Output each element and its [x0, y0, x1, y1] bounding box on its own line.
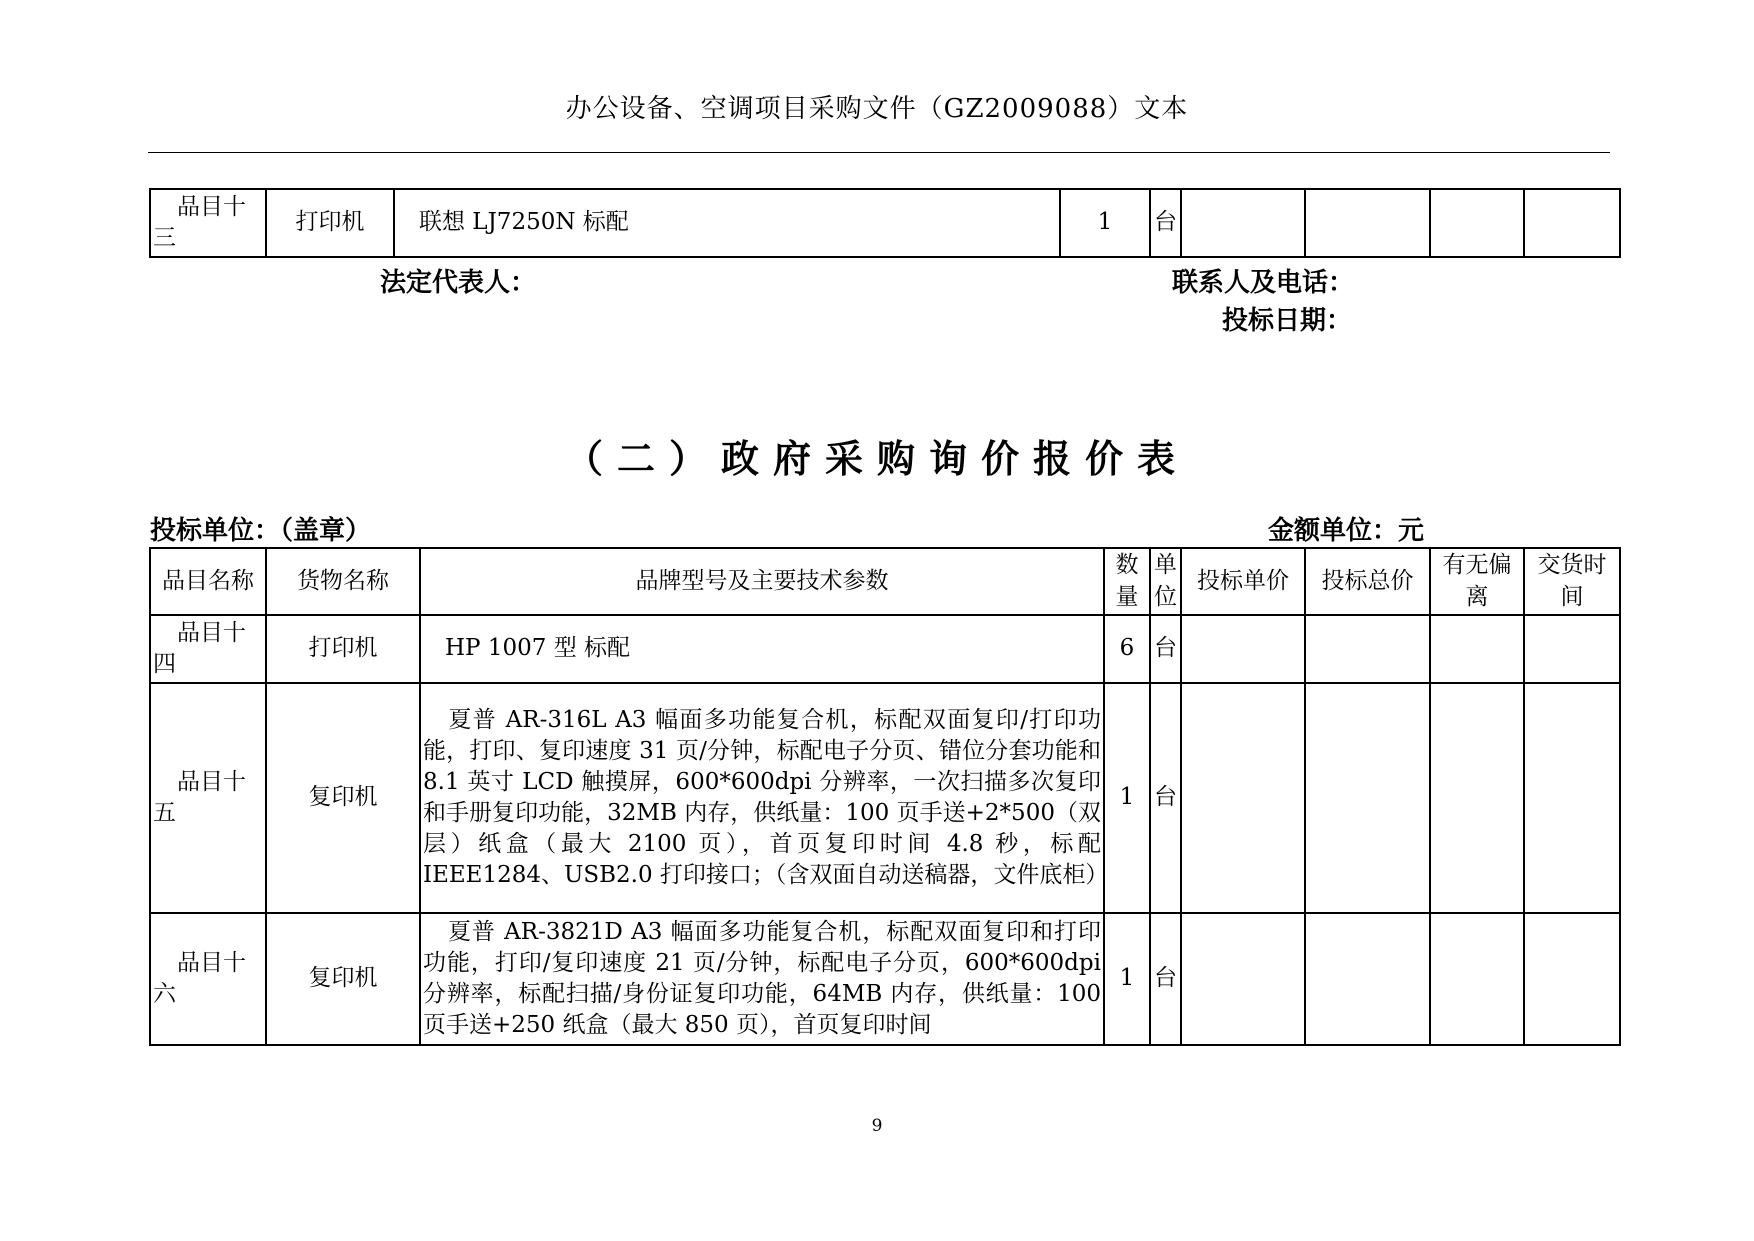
table-header-row: [150, 548, 1620, 615]
header-goods-name: 货物名称: [266, 548, 420, 615]
deviation-cell: [1430, 683, 1524, 913]
unit-cell: 台: [1150, 189, 1181, 257]
contact-phone-label: 联系人及电话：: [1172, 268, 1355, 298]
total-price-cell: [1305, 913, 1430, 1045]
goods-name-cell: 复印机: [266, 913, 420, 1045]
item-name-cell: 品目十 三: [150, 189, 266, 257]
deviation-cell: [1430, 913, 1524, 1045]
goods-name-cell: 复印机: [266, 683, 420, 913]
page-number: 9: [871, 1116, 883, 1136]
header-quantity: 数 量: [1104, 548, 1150, 615]
header-deviation: 有无偏 离: [1430, 548, 1524, 615]
total-price-cell: [1305, 189, 1430, 257]
currency-unit-label: 金额单位：元: [1268, 516, 1425, 546]
deviation-cell: [1430, 615, 1524, 683]
table-row: [150, 913, 1620, 1045]
delivery-cell: [1524, 683, 1620, 913]
unit-price-cell: [1181, 913, 1305, 1045]
unit-price-cell: [1181, 615, 1305, 683]
goods-name-cell: 打印机: [266, 189, 394, 257]
delivery-cell: [1524, 913, 1620, 1045]
quantity-cell: 1: [1104, 683, 1150, 913]
delivery-cell: [1524, 615, 1620, 683]
bidder-label: 投标单位：（盖章）: [150, 516, 372, 546]
header-unit: 单 位: [1150, 548, 1181, 615]
item-name-cell: 品目十 六: [150, 913, 266, 1045]
goods-name-cell: 打印机: [266, 615, 420, 683]
header-unit-price: 投标单价: [1181, 548, 1305, 615]
table-row: [150, 683, 1620, 913]
item-name-cell: 品目十 四: [150, 615, 266, 683]
bid-date-label: 投标日期：: [1222, 306, 1353, 336]
unit-cell: 台: [1150, 683, 1181, 913]
total-price-cell: [1305, 615, 1430, 683]
spec-cell: HP 1007 型 标配: [420, 615, 1104, 683]
unit-cell: 台: [1150, 615, 1181, 683]
spec-cell: 联想 LJ7250N 标配: [394, 189, 1060, 257]
header-total-price: 投标总价: [1305, 548, 1430, 615]
previous-items-table: [149, 188, 1621, 258]
total-price-cell: [1305, 683, 1430, 913]
legal-representative-label: 法定代表人：: [380, 268, 537, 298]
delivery-cell: [1524, 189, 1620, 257]
header-item-name: 品目名称: [150, 548, 266, 615]
unit-price-cell: [1181, 683, 1305, 913]
item-name-cell: 品目十 五: [150, 683, 266, 913]
unit-price-cell: [1181, 189, 1305, 257]
quantity-cell: 6: [1104, 615, 1150, 683]
table-row: [150, 615, 1620, 683]
document-header-title: 办公设备、空调项目采购文件（GZ2009088）文本: [565, 94, 1189, 124]
quantity-cell: 1: [1060, 189, 1150, 257]
quantity-cell: 1: [1104, 913, 1150, 1045]
spec-cell: 夏普 AR-316L A3 幅面多功能复合机，标配双面复印/打印功能，打印、复印速度 31 页/分钟，标配电子分页、错位分套功能和 8.1 英寸 LCD 触摸屏，600*600dpi 分辨率，一次扫描多次复印和手册复印功能，32MB 内存，供纸量：100 页手送+2*500（双层）纸盒（最大 2100 页），首页复印时间 4.8 秒，标配 IEEE1284、USB2.0 打印接口；（含双面自动送稿器，文件底柜）: [420, 683, 1104, 913]
table-row: [150, 189, 1620, 257]
quotation-table: [149, 547, 1621, 1046]
deviation-cell: [1430, 189, 1524, 257]
spec-cell: 夏普 AR-3821D A3 幅面多功能复合机，标配双面复印和打印功能，打印/复印速度 21 页/分钟，标配电子分页，600*600dpi 分辨率，标配扫描/身份证复印功能，64MB 内存，供纸量：100 页手送+250 纸盒（最大 850 页），首页复印时间: [420, 913, 1104, 1045]
header-divider: [148, 152, 1610, 153]
unit-cell: 台: [1150, 913, 1181, 1045]
header-spec: 品牌型号及主要技术参数: [420, 548, 1104, 615]
header-delivery-time: 交货时 间: [1524, 548, 1620, 615]
section-title: （二）政府采购询价报价表: [564, 437, 1189, 481]
